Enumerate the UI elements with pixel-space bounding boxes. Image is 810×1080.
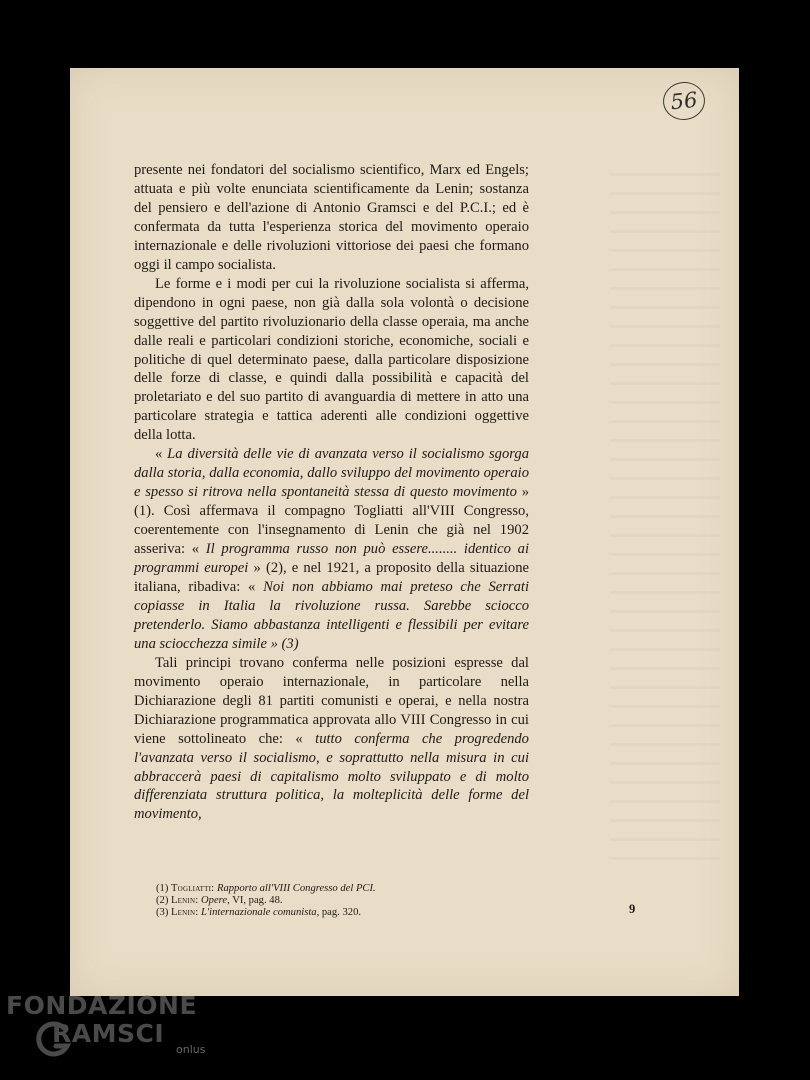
paragraph [134, 161, 529, 275]
footnote-work: Rapporto all'VIII Congresso del PCI. [216, 883, 376, 894]
footnote-work: Opere, [201, 894, 230, 906]
footnotes [156, 883, 576, 918]
logo-suffix: onlus [176, 1043, 206, 1056]
footnote [156, 907, 576, 919]
logo-line-2 [6, 1020, 205, 1048]
italic-run: tutto conferma che progredendo l'avanzata verso il socialismo, e soprattutto nella misura in cui abbraccerà paesi di capitalismo molto sviluppato e di molto differenziata struttura politica, la molteplicità delle forme del movimento, [134, 730, 529, 823]
footnote [156, 895, 576, 907]
italic-run: » (3) [266, 635, 299, 652]
text-run: » (1). Così affermava il compagno Togliatti all'VIII Congresso, coerentemente con l'insegnamento di Lenin che già nel 1902 asseriva: « [134, 484, 529, 558]
text-run: Tali principi trovano conferma nelle posizioni espresse dal movimento operaio internazionale, in particolare nella Dichiarazione degli 81 partiti comunisti e operai, e nella nostra Dichiarazione programmatica approvata allo VIII Congresso in cui viene sottolineato che: « [134, 654, 529, 747]
logo-line-2-text: RAMSCI [52, 1019, 165, 1048]
page-number: 9 [629, 902, 636, 916]
footnote-number: (1) [156, 883, 169, 894]
text-run: Le forme e i modi per cui la rivoluzione socialista si afferma, dipendono in ogni paese, non già dalla sola volontà o decisione soggettive del partito rivoluzionario della classe operaia, ma anche dalle reali e particolari condizioni storiche, economiche, sociali e politiche di quel determinato paese, dalla particolare disposizione delle forze di classe, e quindi dalla possibilità e capacità del proletariato e del suo partito di avanguardia di mettere in atto una particolare strategia e tattica aderenti alle condizioni oggettive della lotta. [134, 275, 529, 444]
footnote-detail: VI, pag. 48. [229, 894, 283, 906]
body-text [134, 161, 529, 824]
paragraph [134, 275, 529, 446]
text-run: » (2), e nel 1921, a proposito della situazione italiana, ribadiva: « [134, 560, 530, 595]
footnote-author: Lenin: [171, 906, 199, 918]
footnote-author: Togliatti: [171, 883, 215, 894]
footnote [156, 883, 576, 895]
footnote-detail: pag. 320. [319, 906, 362, 918]
footnote-author: Lenin: [171, 894, 199, 906]
logo-g-icon [34, 1020, 74, 1060]
page-stamp-number: 56 [661, 80, 707, 122]
italic-run: Il programma russo non può essere........ identico ai programmi europei [134, 541, 529, 577]
footnote-number: (3) [156, 906, 169, 918]
fondazione-gramsci-logo [6, 992, 205, 1056]
paragraph [134, 654, 529, 825]
text-run: presente nei fondatori del socialismo scientifico, Marx ed Engels; attuata e più volte enunciata scientificamente da Lenin; sostanza del pensiero e dell'azione di Antonio Gramsci e del P.C.I.; ed è confermata da tutta l'esperienza storica del movimento operaio internazionale e delle rivoluzioni vittoriose dei paesi che formano oggi il campo socialista. [134, 162, 529, 273]
italic-run: La diversità delle vie di avanzata verso il socialismo sgorga dalla storia, dalla economia, dallo sviluppo del movimento operaio e spesso si ritrova nella spontaneità stessa di questo movimento [134, 446, 529, 501]
italic-run: Noi non abbiamo mai preteso che Serrati copiasse in Italia la rivoluzione russa. Sarebbe sciocco pretenderlo. Siamo abbastanza intelligenti e flessibili per evitare una sciocchezza simile [134, 578, 529, 652]
logo-line-1: FONDAZIONE [6, 991, 198, 1020]
paragraph [134, 445, 529, 653]
document-page [70, 68, 739, 996]
text-run: « [155, 446, 168, 463]
footnote-work: L'internazionale comunista, [201, 906, 320, 918]
show-through-texture [610, 173, 720, 873]
footnote-number: (2) [156, 894, 169, 906]
